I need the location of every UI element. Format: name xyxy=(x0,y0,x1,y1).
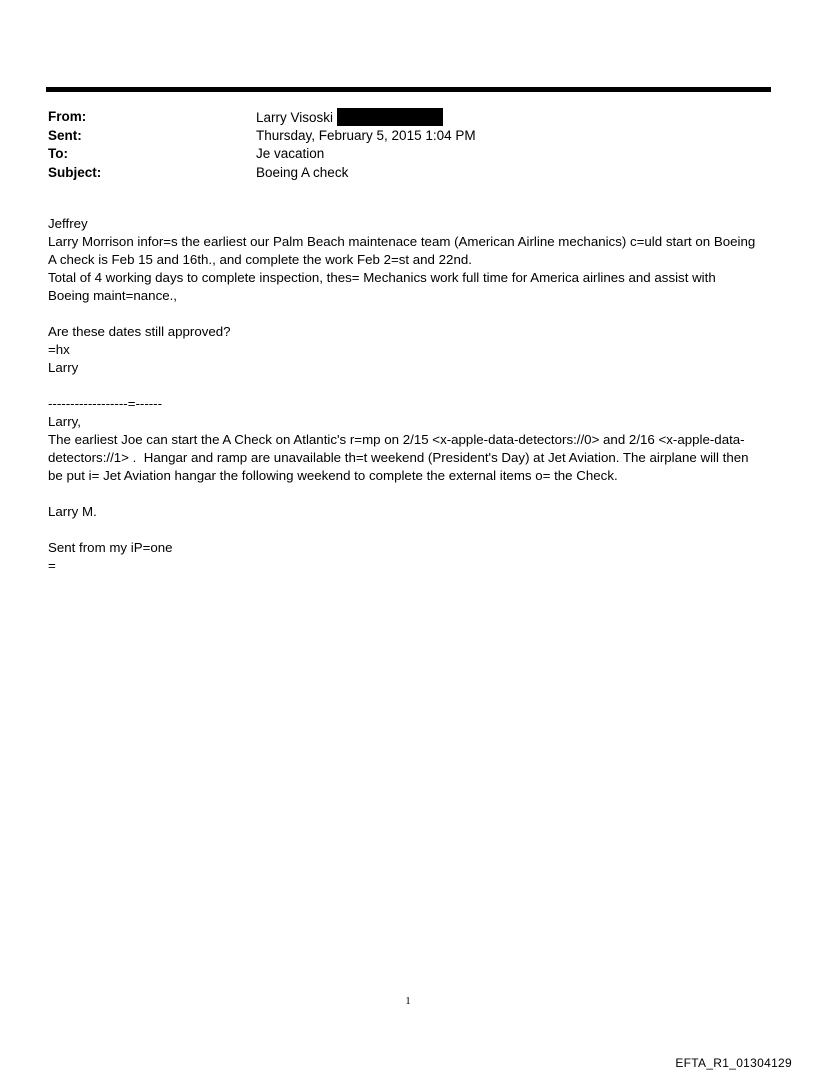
to-row xyxy=(48,145,748,164)
body-line: Boeing maint=nance., xyxy=(48,288,177,303)
redaction-box xyxy=(337,108,443,126)
greeting: Jeffrey xyxy=(48,216,88,231)
sent-value: Thursday, February 5, 2015 1:04 PM xyxy=(256,127,476,143)
reply-line: detectors://1> . Hangar and ramp are unavailable th=t weekend (President's Day) at Jet Aviation. The airplane will then xyxy=(48,450,749,465)
subject-value: Boeing A check xyxy=(256,164,349,180)
quote-separator: ------------------=------ xyxy=(48,396,163,411)
from-row xyxy=(48,108,748,127)
signoff: Larry xyxy=(48,360,79,375)
from-value xyxy=(256,108,748,127)
body-line: Total of 4 working days to complete inspection, thes= Mechanics work full time for America airlines and assist with xyxy=(48,270,716,285)
spacer xyxy=(48,305,770,323)
sender-name: Larry Visoski xyxy=(256,110,334,125)
body-line: Larry Morrison infor=s the earliest our Palm Beach maintenace team (American Airline mechanics) c=uld start on Boeing xyxy=(48,234,756,249)
page-number: 1 xyxy=(405,995,411,1007)
body-line: A check is Feb 15 and 16th., and complete the work Feb 2=st and 22nd. xyxy=(48,252,472,267)
subject-label: Subject: xyxy=(48,164,102,180)
header-divider xyxy=(46,87,771,92)
document-id: EFTA_R1_01304129 xyxy=(675,1056,792,1070)
email-body xyxy=(48,215,770,575)
spacer xyxy=(48,377,770,395)
spacer xyxy=(48,521,770,539)
thanks-line: =hx xyxy=(48,342,70,357)
sent-row xyxy=(48,127,748,146)
email-header xyxy=(48,108,748,182)
reply-line: The earliest Joe can start the A Check on Atlantic's r=mp on 2/15 <x-apple-data-detectors://0> and 2/16 <x-apple-data- xyxy=(48,432,745,447)
reply-line: be put i= Jet Aviation hangar the following weekend to complete the external items o= the Check. xyxy=(48,468,618,483)
sent-label: Sent: xyxy=(48,127,82,143)
trailing-line: = xyxy=(48,558,56,573)
from-label: From: xyxy=(48,109,87,124)
reply-signoff: Larry M. xyxy=(48,504,97,519)
to-value: Je vacation xyxy=(256,146,325,161)
question-line: Are these dates still approved? xyxy=(48,324,231,339)
subject-row xyxy=(48,164,748,183)
reply-greeting: Larry, xyxy=(48,414,82,429)
sent-from-line: Sent from my iP=one xyxy=(48,540,173,555)
spacer xyxy=(48,485,770,503)
to-label: To: xyxy=(48,146,68,161)
